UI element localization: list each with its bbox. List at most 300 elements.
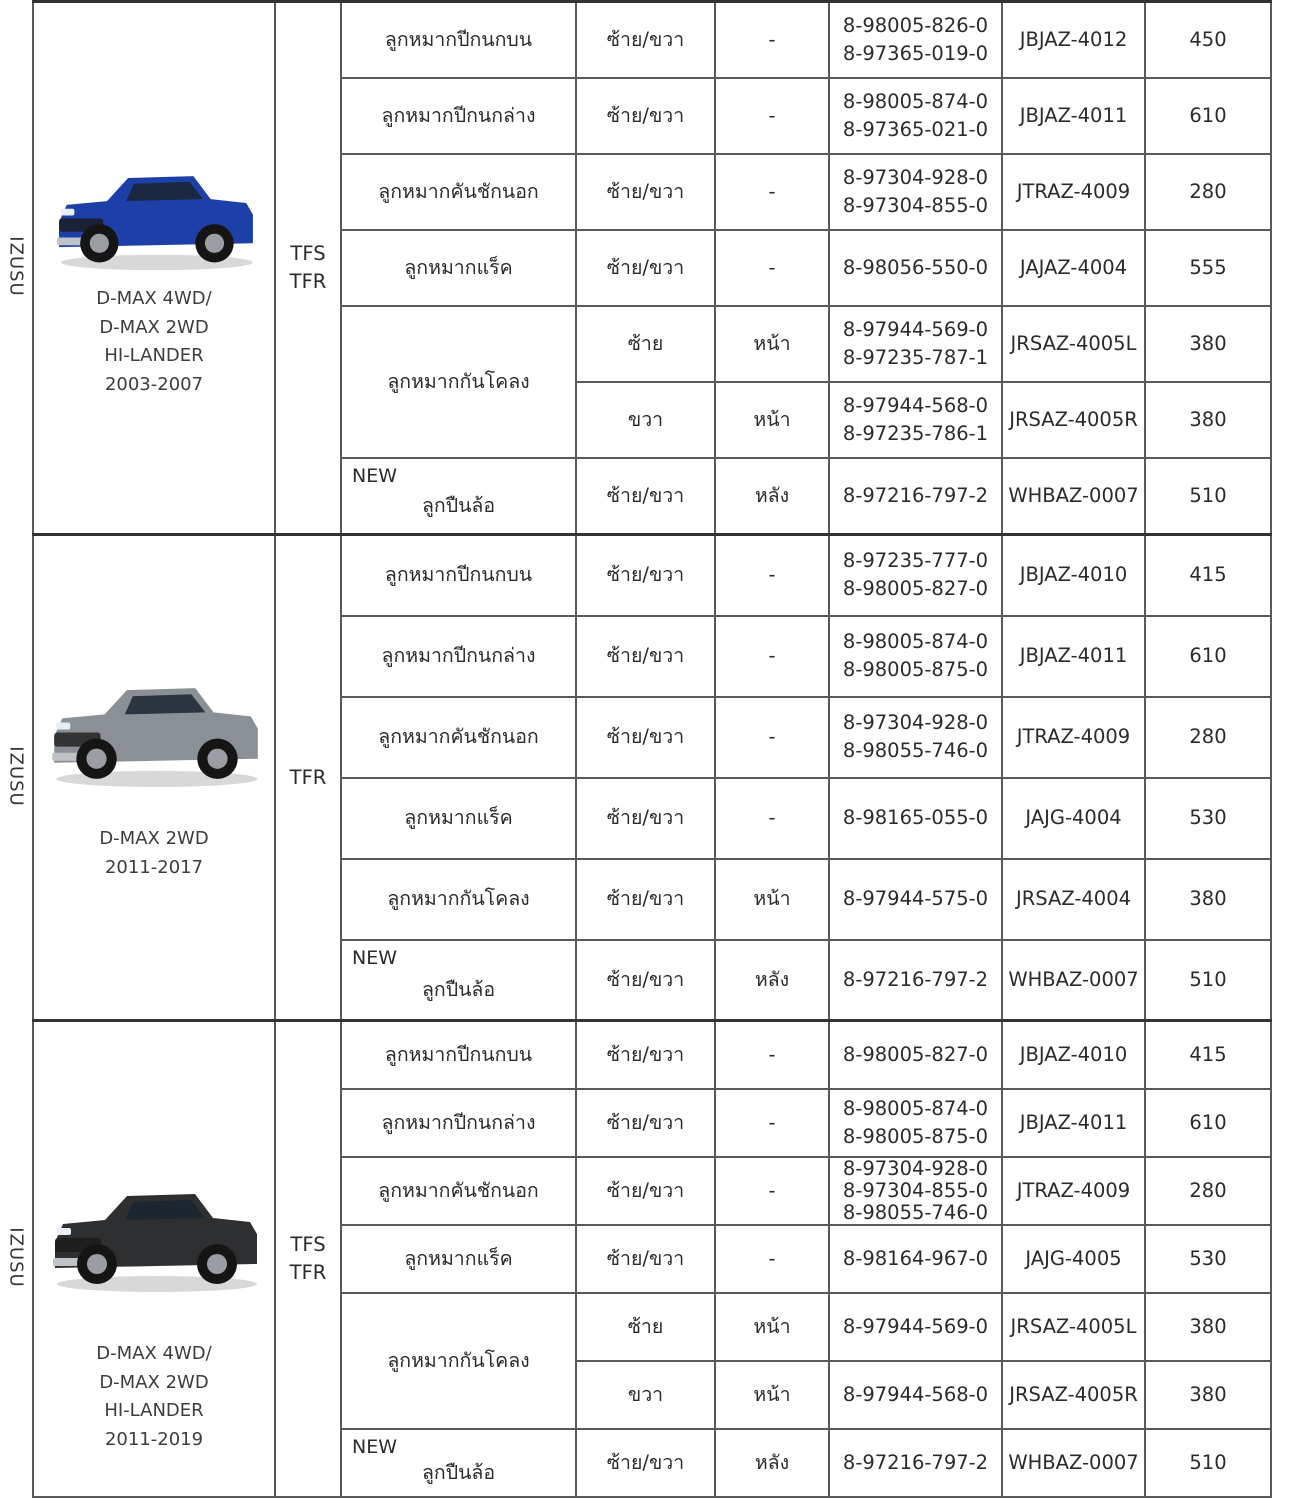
price-cell	[1145, 230, 1271, 306]
model-name	[34, 1340, 274, 1454]
position-cell	[715, 154, 829, 230]
oem-number: 8-97235-786-1	[842, 421, 989, 445]
side-cell	[576, 458, 715, 534]
part-code-cell	[1002, 2, 1145, 78]
oem-number: 8-97304-928-0	[842, 165, 989, 189]
side-cell	[576, 1089, 715, 1157]
car-window	[125, 1200, 205, 1220]
oem-number: 8-98055-746-0	[842, 739, 989, 762]
part-code: WHBAZ-0007	[1008, 483, 1139, 507]
oem-number: 8-97304-855-0	[842, 1178, 989, 1202]
price-value: 510	[1189, 1450, 1227, 1474]
engine-cell	[275, 2, 341, 534]
side-value: ซ้าย/ขวา	[606, 103, 685, 127]
position-cell	[715, 2, 829, 78]
position-value: หน้า	[753, 1382, 791, 1406]
part-code: JRSAZ-4004	[1015, 887, 1132, 910]
side-value: ซ้าย	[627, 1314, 664, 1338]
oem-number-cell	[829, 78, 1002, 154]
part-code-cell	[1002, 458, 1145, 534]
price-value: 610	[1189, 644, 1227, 667]
position-cell	[715, 1361, 829, 1429]
part-code-cell	[1002, 154, 1145, 230]
part-code-cell	[1002, 1361, 1145, 1429]
side-cell	[576, 535, 715, 616]
part-code-cell	[1002, 1089, 1145, 1157]
brand-column	[0, 1019, 32, 1495]
part-code-cell	[1002, 778, 1145, 859]
position-value: หน้า	[753, 887, 791, 910]
part-name-cell	[341, 154, 576, 230]
oem-number: 8-97235-777-0	[842, 549, 989, 573]
engine-code: TFR	[289, 1260, 327, 1284]
position-value: -	[768, 563, 776, 587]
oem-number-cell	[829, 697, 1002, 778]
oem-number-cell	[829, 1361, 1002, 1429]
model-name-line: 2011-2019	[104, 1428, 204, 1450]
position-cell	[715, 859, 829, 940]
brand-label: IZUSU	[5, 1226, 27, 1288]
part-name: ลูกหมากปีกนกบน	[384, 563, 533, 587]
car-headlight	[57, 1228, 71, 1235]
side-value: ซ้าย/ขวา	[606, 644, 685, 667]
price-value: 380	[1189, 887, 1227, 910]
oem-number: 8-97365-021-0	[842, 117, 989, 141]
brand-label-wrap	[0, 533, 32, 1019]
position-cell	[715, 1021, 829, 1089]
oem-number-cell	[829, 1293, 1002, 1361]
position-cell	[715, 230, 829, 306]
price-cell	[1145, 1021, 1271, 1089]
price-cell	[1145, 2, 1271, 78]
new-badge: NEW	[352, 464, 398, 487]
price-value: 610	[1189, 1110, 1227, 1134]
part-code-cell	[1002, 1225, 1145, 1293]
oem-number-cell	[829, 1225, 1002, 1293]
part-code: JBJAZ-4012	[1019, 27, 1128, 51]
side-cell	[576, 306, 715, 382]
price-cell	[1145, 154, 1271, 230]
model-name-line: HI-LANDER	[104, 345, 204, 366]
oem-number: 8-97304-928-0	[842, 711, 989, 734]
oem-number: 8-98005-827-0	[842, 577, 989, 601]
price-cell	[1145, 778, 1271, 859]
price-value: 280	[1189, 179, 1227, 203]
oem-number: 8-98005-827-0	[842, 1042, 989, 1066]
part-code: WHBAZ-0007	[1008, 1450, 1139, 1474]
part-code-cell	[1002, 535, 1145, 616]
part-name-cell	[341, 306, 576, 458]
part-name-cell	[341, 1089, 576, 1157]
part-code: JTRAZ-4009	[1016, 179, 1131, 203]
part-code-cell	[1002, 78, 1145, 154]
side-cell	[576, 78, 715, 154]
price-value: 510	[1189, 483, 1227, 507]
model-name	[34, 825, 274, 882]
side-value: ซ้าย/ขวา	[606, 483, 685, 507]
side-value: ซ้าย	[627, 331, 664, 355]
oem-number-cell	[829, 1021, 1002, 1089]
position-cell	[715, 1225, 829, 1293]
part-code: JBJAZ-4011	[1019, 644, 1128, 667]
position-value: -	[768, 27, 776, 51]
part-name: ลูกหมากคันชักนอก	[378, 725, 539, 748]
part-name-cell	[341, 458, 576, 534]
part-name-cell	[341, 2, 576, 78]
oem-number-cell	[829, 535, 1002, 616]
part-name: ลูกหมากปีกนกล่าง	[381, 644, 536, 667]
oem-number-cell	[829, 1429, 1002, 1497]
oem-number: 8-98165-055-0	[842, 806, 989, 829]
pickup-truck-icon	[44, 1172, 266, 1296]
position-cell	[715, 1429, 829, 1497]
oem-number-cell	[829, 382, 1002, 458]
position-value: หลัง	[754, 1450, 790, 1474]
price-value: 380	[1189, 407, 1227, 431]
part-code: JRSAZ-4005L	[1010, 331, 1137, 355]
position-value: หลัง	[754, 968, 790, 991]
part-name-cell	[341, 778, 576, 859]
side-value: ขวา	[627, 407, 664, 431]
car-rim	[205, 234, 224, 253]
oem-number: 8-98164-967-0	[842, 1246, 989, 1270]
position-value: หลัง	[754, 483, 790, 507]
part-name: ลูกปืนล้อ	[421, 1460, 496, 1484]
price-cell	[1145, 535, 1271, 616]
price-cell	[1145, 616, 1271, 697]
part-code: JRSAZ-4005R	[1009, 1382, 1138, 1406]
part-name: ลูกหมากปีกนกบน	[384, 1042, 533, 1066]
oem-number-cell	[829, 940, 1002, 1021]
part-name: ลูกหมากกันโคลง	[387, 1348, 530, 1372]
price-value: 380	[1189, 331, 1227, 355]
car-rim	[87, 1254, 107, 1274]
part-name-cell	[341, 1429, 576, 1497]
price-value: 555	[1189, 255, 1227, 279]
side-cell	[576, 1021, 715, 1089]
side-value: ซ้าย/ขวา	[606, 725, 685, 748]
price-value: 510	[1189, 968, 1227, 991]
oem-number: 8-98005-875-0	[842, 1124, 989, 1148]
price-cell	[1145, 859, 1271, 940]
side-cell	[576, 616, 715, 697]
oem-number-cell	[829, 230, 1002, 306]
model-name-line: 2003-2007	[104, 373, 204, 395]
part-name-cell	[341, 1157, 576, 1225]
price-value: 530	[1189, 1246, 1227, 1270]
car-rim	[207, 1254, 227, 1274]
price-cell	[1145, 940, 1271, 1021]
side-value: ซ้าย/ขวา	[606, 255, 685, 279]
oem-number-cell	[829, 616, 1002, 697]
position-cell	[715, 458, 829, 534]
position-cell	[715, 306, 829, 382]
oem-number: 8-98056-550-0	[842, 255, 989, 279]
part-name-cell	[341, 230, 576, 306]
position-cell	[715, 697, 829, 778]
brand-column	[0, 0, 32, 532]
side-cell	[576, 1361, 715, 1429]
part-code-cell	[1002, 1429, 1145, 1497]
price-cell	[1145, 458, 1271, 534]
oem-number-cell	[829, 458, 1002, 534]
oem-number: 8-98055-746-0	[842, 1200, 989, 1224]
car-headlight	[56, 722, 70, 729]
side-value: ซ้าย/ขวา	[606, 1110, 685, 1134]
position-value: -	[768, 255, 776, 279]
oem-number-cell	[829, 778, 1002, 859]
part-name: ลูกหมากกันโคลง	[387, 369, 530, 393]
engine-code: TFS	[290, 241, 326, 265]
model-name-line: HI-LANDER	[104, 1400, 204, 1421]
model-name-line: 2011-2017	[104, 856, 204, 878]
position-value: -	[768, 179, 776, 203]
price-cell	[1145, 1429, 1271, 1497]
price-value: 530	[1189, 806, 1227, 829]
part-code: JBJAZ-4011	[1019, 1110, 1128, 1134]
car-rim	[207, 749, 227, 769]
oem-number: 8-98005-875-0	[842, 658, 989, 681]
oem-number-cell	[829, 1157, 1002, 1225]
part-code-cell	[1002, 616, 1145, 697]
oem-number: 8-97304-855-0	[842, 193, 989, 217]
part-name: ลูกหมากปีกนกบน	[384, 27, 533, 51]
pickup-truck-icon	[49, 155, 261, 274]
oem-number: 8-97235-787-1	[842, 345, 989, 369]
engine-code: TFR	[289, 269, 327, 293]
part-name: ลูกหมากแร็ค	[404, 1246, 513, 1270]
position-cell	[715, 616, 829, 697]
part-name: ลูกหมากปีกนกล่าง	[381, 1110, 536, 1134]
model-name-line: D-MAX 2WD	[99, 1371, 209, 1393]
part-name: ลูกหมากแร็ค	[404, 806, 513, 829]
side-value: ซ้าย/ขวา	[606, 968, 685, 991]
part-code-cell	[1002, 940, 1145, 1021]
oem-number: 8-97944-569-0	[842, 317, 989, 341]
model-cell	[33, 2, 275, 534]
oem-number: 8-97944-569-0	[842, 1314, 989, 1338]
position-value: -	[768, 644, 776, 667]
side-value: ซ้าย/ขวา	[606, 1246, 685, 1270]
part-name-cell	[341, 78, 576, 154]
side-value: ซ้าย/ขวา	[606, 563, 685, 587]
position-value: -	[768, 103, 776, 127]
side-cell	[576, 1293, 715, 1361]
position-cell	[715, 940, 829, 1021]
new-badge: NEW	[352, 1435, 398, 1458]
price-value: 415	[1189, 1042, 1227, 1066]
part-name-cell	[341, 1293, 576, 1429]
side-value: ซ้าย/ขวา	[606, 806, 685, 829]
part-name-cell	[341, 535, 576, 616]
part-name: ลูกปืนล้อ	[421, 493, 496, 517]
parts-table	[32, 1019, 1272, 1498]
part-code-cell	[1002, 230, 1145, 306]
model-name-line: D-MAX 2WD	[99, 828, 209, 849]
side-cell	[576, 2, 715, 78]
position-cell	[715, 1293, 829, 1361]
position-value: -	[768, 1110, 776, 1134]
table-row	[33, 535, 1271, 616]
brand-column	[0, 533, 32, 1019]
part-code: JRSAZ-4005R	[1009, 407, 1138, 431]
part-name: ลูกหมากคันชักนอก	[378, 1178, 539, 1202]
model-name-line: D-MAX 2WD	[99, 316, 209, 338]
part-code-cell	[1002, 697, 1145, 778]
side-value: ซ้าย/ขวา	[606, 179, 685, 203]
part-code: JTRAZ-4009	[1016, 1178, 1131, 1202]
model-name-line: D-MAX 4WD/	[96, 288, 212, 309]
part-name-cell	[341, 1021, 576, 1089]
oem-number: 8-97944-575-0	[842, 887, 989, 910]
price-value: 450	[1189, 27, 1227, 51]
part-name-cell	[341, 697, 576, 778]
oem-number: 8-97944-568-0	[842, 393, 989, 417]
oem-number: 8-97365-019-0	[842, 41, 989, 65]
part-code: JRSAZ-4005L	[1010, 1314, 1137, 1338]
part-name: ลูกหมากแร็ค	[404, 255, 513, 279]
side-cell	[576, 230, 715, 306]
oem-number-cell	[829, 306, 1002, 382]
price-value: 380	[1189, 1382, 1227, 1406]
position-value: -	[768, 1246, 776, 1270]
side-value: ซ้าย/ขวา	[606, 887, 685, 910]
position-value: -	[768, 725, 776, 748]
position-cell	[715, 535, 829, 616]
price-cell	[1145, 382, 1271, 458]
brand-label: IZUSU	[5, 745, 27, 807]
oem-number: 8-98005-874-0	[842, 1096, 989, 1120]
oem-number: 8-98005-874-0	[842, 89, 989, 113]
part-name: ลูกปืนล้อ	[421, 978, 496, 1001]
new-badge: NEW	[352, 946, 398, 969]
parts-table	[32, 0, 1272, 535]
side-value: ซ้าย/ขวา	[606, 1178, 685, 1202]
side-value: ซ้าย/ขวา	[606, 27, 685, 51]
position-value: หน้า	[753, 407, 791, 431]
oem-number: 8-98005-826-0	[842, 13, 989, 37]
position-value: -	[768, 1178, 776, 1202]
position-value: หน้า	[753, 1314, 791, 1338]
part-code-cell	[1002, 1157, 1145, 1225]
part-name-cell	[341, 616, 576, 697]
car-image	[49, 155, 261, 282]
price-cell	[1145, 697, 1271, 778]
oem-number: 8-97216-797-2	[842, 483, 989, 507]
part-code: JAJG-4004	[1025, 806, 1122, 829]
car-window	[126, 182, 203, 201]
price-value: 380	[1189, 1314, 1227, 1338]
part-code-cell	[1002, 1021, 1145, 1089]
part-code-cell	[1002, 382, 1145, 458]
side-cell	[576, 940, 715, 1021]
oem-number-cell	[829, 154, 1002, 230]
oem-number: 8-97216-797-2	[842, 1450, 989, 1474]
side-cell	[576, 382, 715, 458]
part-code: WHBAZ-0007	[1008, 968, 1139, 991]
position-value: -	[768, 1042, 776, 1066]
brand-label: IZUSU	[5, 235, 27, 297]
part-code-cell	[1002, 306, 1145, 382]
side-cell	[576, 778, 715, 859]
oem-number-cell	[829, 2, 1002, 78]
car-image	[43, 666, 267, 799]
side-cell	[576, 154, 715, 230]
side-value: ซ้าย/ขวา	[606, 1450, 685, 1474]
position-value: -	[768, 806, 776, 829]
car-headlight	[61, 209, 74, 216]
part-code: JBJAZ-4011	[1019, 103, 1128, 127]
part-code-cell	[1002, 859, 1145, 940]
part-code: JAJAZ-4004	[1019, 255, 1128, 279]
car-rim	[86, 749, 106, 769]
part-name: ลูกหมากปีกนกล่าง	[381, 103, 536, 127]
part-code: JBJAZ-4010	[1019, 1042, 1128, 1066]
table-row	[33, 1021, 1271, 1089]
car-image	[44, 1172, 266, 1304]
pickup-truck-icon	[43, 666, 267, 791]
price-cell	[1145, 1293, 1271, 1361]
price-cell	[1145, 306, 1271, 382]
car-window	[125, 694, 206, 714]
car-rim	[90, 234, 109, 253]
model-cell	[33, 1021, 275, 1497]
price-value: 280	[1189, 1178, 1227, 1202]
position-cell	[715, 1089, 829, 1157]
part-name-cell	[341, 1225, 576, 1293]
side-cell	[576, 1157, 715, 1225]
side-cell	[576, 1225, 715, 1293]
part-name: ลูกหมากคันชักนอก	[378, 179, 539, 203]
model-name	[34, 285, 274, 399]
price-cell	[1145, 1361, 1271, 1429]
side-cell	[576, 1429, 715, 1497]
price-cell	[1145, 1089, 1271, 1157]
oem-number: 8-98005-874-0	[842, 630, 989, 653]
engine-cell	[275, 1021, 341, 1497]
position-cell	[715, 1157, 829, 1225]
part-code: JBJAZ-4010	[1019, 563, 1128, 587]
part-name-cell	[341, 940, 576, 1021]
oem-number-cell	[829, 1089, 1002, 1157]
oem-number: 8-97304-928-0	[842, 1156, 989, 1180]
position-cell	[715, 78, 829, 154]
side-cell	[576, 697, 715, 778]
side-value: ขวา	[627, 1382, 664, 1406]
model-cell	[33, 535, 275, 1021]
part-code: JTRAZ-4009	[1016, 725, 1131, 748]
engine-cell	[275, 535, 341, 1021]
position-cell	[715, 382, 829, 458]
position-value: หน้า	[753, 331, 791, 355]
part-code: JAJG-4005	[1025, 1246, 1122, 1270]
brand-label-wrap	[0, 0, 32, 532]
oem-number: 8-97944-568-0	[842, 1382, 989, 1406]
model-name-line: D-MAX 4WD/	[96, 1343, 212, 1364]
side-cell	[576, 859, 715, 940]
price-value: 280	[1189, 725, 1227, 748]
parts-table	[32, 533, 1272, 1022]
table-row	[33, 2, 1271, 78]
oem-number: 8-97216-797-2	[842, 968, 989, 991]
engine-code: TFS	[290, 1232, 326, 1256]
part-name-cell	[341, 859, 576, 940]
price-cell	[1145, 1225, 1271, 1293]
part-code-cell	[1002, 1293, 1145, 1361]
side-value: ซ้าย/ขวา	[606, 1042, 685, 1066]
oem-number-cell	[829, 859, 1002, 940]
price-cell	[1145, 78, 1271, 154]
